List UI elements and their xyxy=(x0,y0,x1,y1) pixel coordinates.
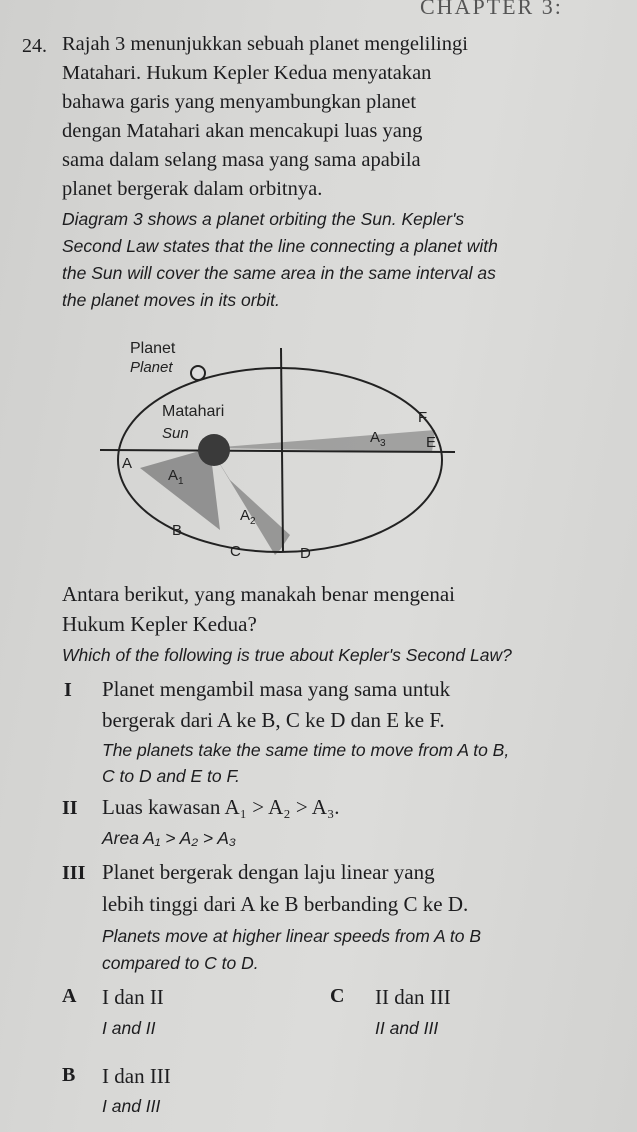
option-a-letter[interactable]: A xyxy=(62,985,77,1007)
area-a2-shading xyxy=(210,448,290,555)
sun-english-label: Sun xyxy=(162,425,189,442)
option-b-malay[interactable]: I dan III xyxy=(102,1064,171,1088)
statement-3-malay-line: Planet bergerak dengan laju linear yang xyxy=(102,860,435,884)
statement-1-english-line: The planets take the same time to move from A to B, xyxy=(102,740,510,760)
point-d-label: D xyxy=(300,545,311,562)
statement-2-english: Area A₁ > A₂ > A₃ xyxy=(102,828,236,848)
question-malay-line: planet bergerak dalam orbitnya. xyxy=(62,178,323,200)
statement-1-numeral: I xyxy=(64,679,72,701)
question-malay-line: Rajah 3 menunjukkan sebuah planet mengelilingi xyxy=(62,33,468,55)
minor-axis-line xyxy=(281,348,283,552)
statement-3-malay-line: lebih tinggi dari A ke B berbanding C ke D. xyxy=(102,892,469,916)
point-f-label: F xyxy=(418,409,428,426)
prompt-malay-line: Hukum Kepler Kedua? xyxy=(62,612,257,636)
point-a-label: A xyxy=(122,455,133,472)
point-b-label: B xyxy=(172,522,183,539)
area-a2-label: $A_2$ xyxy=(240,507,256,527)
planet-malay-label: Planet xyxy=(130,340,176,357)
statement-3-english-line: compared to C to D. xyxy=(102,953,259,973)
question-english-line: the Sun will cover the same area in the same interval as xyxy=(62,263,496,283)
option-c-english[interactable]: II and III xyxy=(375,1018,439,1038)
option-b-english[interactable]: I and III xyxy=(102,1096,161,1116)
question-malay-line: sama dalam selang masa yang sama apabila xyxy=(62,149,421,171)
statement-2-numeral: II xyxy=(62,797,78,819)
sun-circle xyxy=(198,434,230,466)
chapter-header-fragment: CHAPTER 3: xyxy=(420,0,563,19)
question-english-line: Diagram 3 shows a planet orbiting the Sun. Kepler's xyxy=(62,209,465,229)
point-c-label: C xyxy=(230,543,241,560)
question-english-line: the planet moves in its orbit. xyxy=(62,290,280,310)
planet-circle xyxy=(191,366,205,380)
statement-1-malay-line: bergerak dari A ke B, C ke D dan E ke F. xyxy=(102,708,445,732)
option-b-letter[interactable]: B xyxy=(62,1064,76,1086)
statement-1-malay-line: Planet mengambil masa yang sama untuk xyxy=(102,677,451,701)
option-a-malay[interactable]: I dan II xyxy=(102,985,164,1009)
orbit-ellipse xyxy=(118,368,442,552)
question-malay-line: bahawa garis yang menyambungkan planet xyxy=(62,91,417,113)
option-a-english[interactable]: I and II xyxy=(102,1018,156,1038)
planet-english-label: Planet xyxy=(130,359,173,376)
statement-3-numeral: III xyxy=(62,862,86,884)
statement-1-english-line: C to D and E to F. xyxy=(102,766,240,786)
prompt-malay-line: Antara berikut, yang manakah benar mengenai xyxy=(62,582,456,606)
kepler-orbit-diagram xyxy=(100,330,460,570)
question-malay-line: Matahari. Hukum Kepler Kedua menyatakan xyxy=(62,62,432,84)
area-a1-label: $A_1$ xyxy=(168,467,184,487)
sun-malay-label: Matahari xyxy=(162,403,225,420)
statement-3-english-line: Planets move at higher linear speeds from A to B xyxy=(102,926,482,946)
option-c-malay[interactable]: II dan III xyxy=(375,985,451,1009)
option-c-letter[interactable]: C xyxy=(330,985,345,1007)
area-a3-shading xyxy=(210,430,435,452)
statement-2-malay: Luas kawasan A₁ > A₂ > A₃. xyxy=(102,795,340,819)
question-malay-line: dengan Matahari akan mencakupi luas yang xyxy=(62,120,423,142)
question-english-line: Second Law states that the line connecting a planet with xyxy=(62,236,498,256)
point-e-label: E xyxy=(426,434,437,451)
question-number: 24. xyxy=(22,35,47,57)
area-a3-label: $A_3$ xyxy=(370,429,386,449)
prompt-english: Which of the following is true about Kepler's Second Law? xyxy=(62,645,512,665)
